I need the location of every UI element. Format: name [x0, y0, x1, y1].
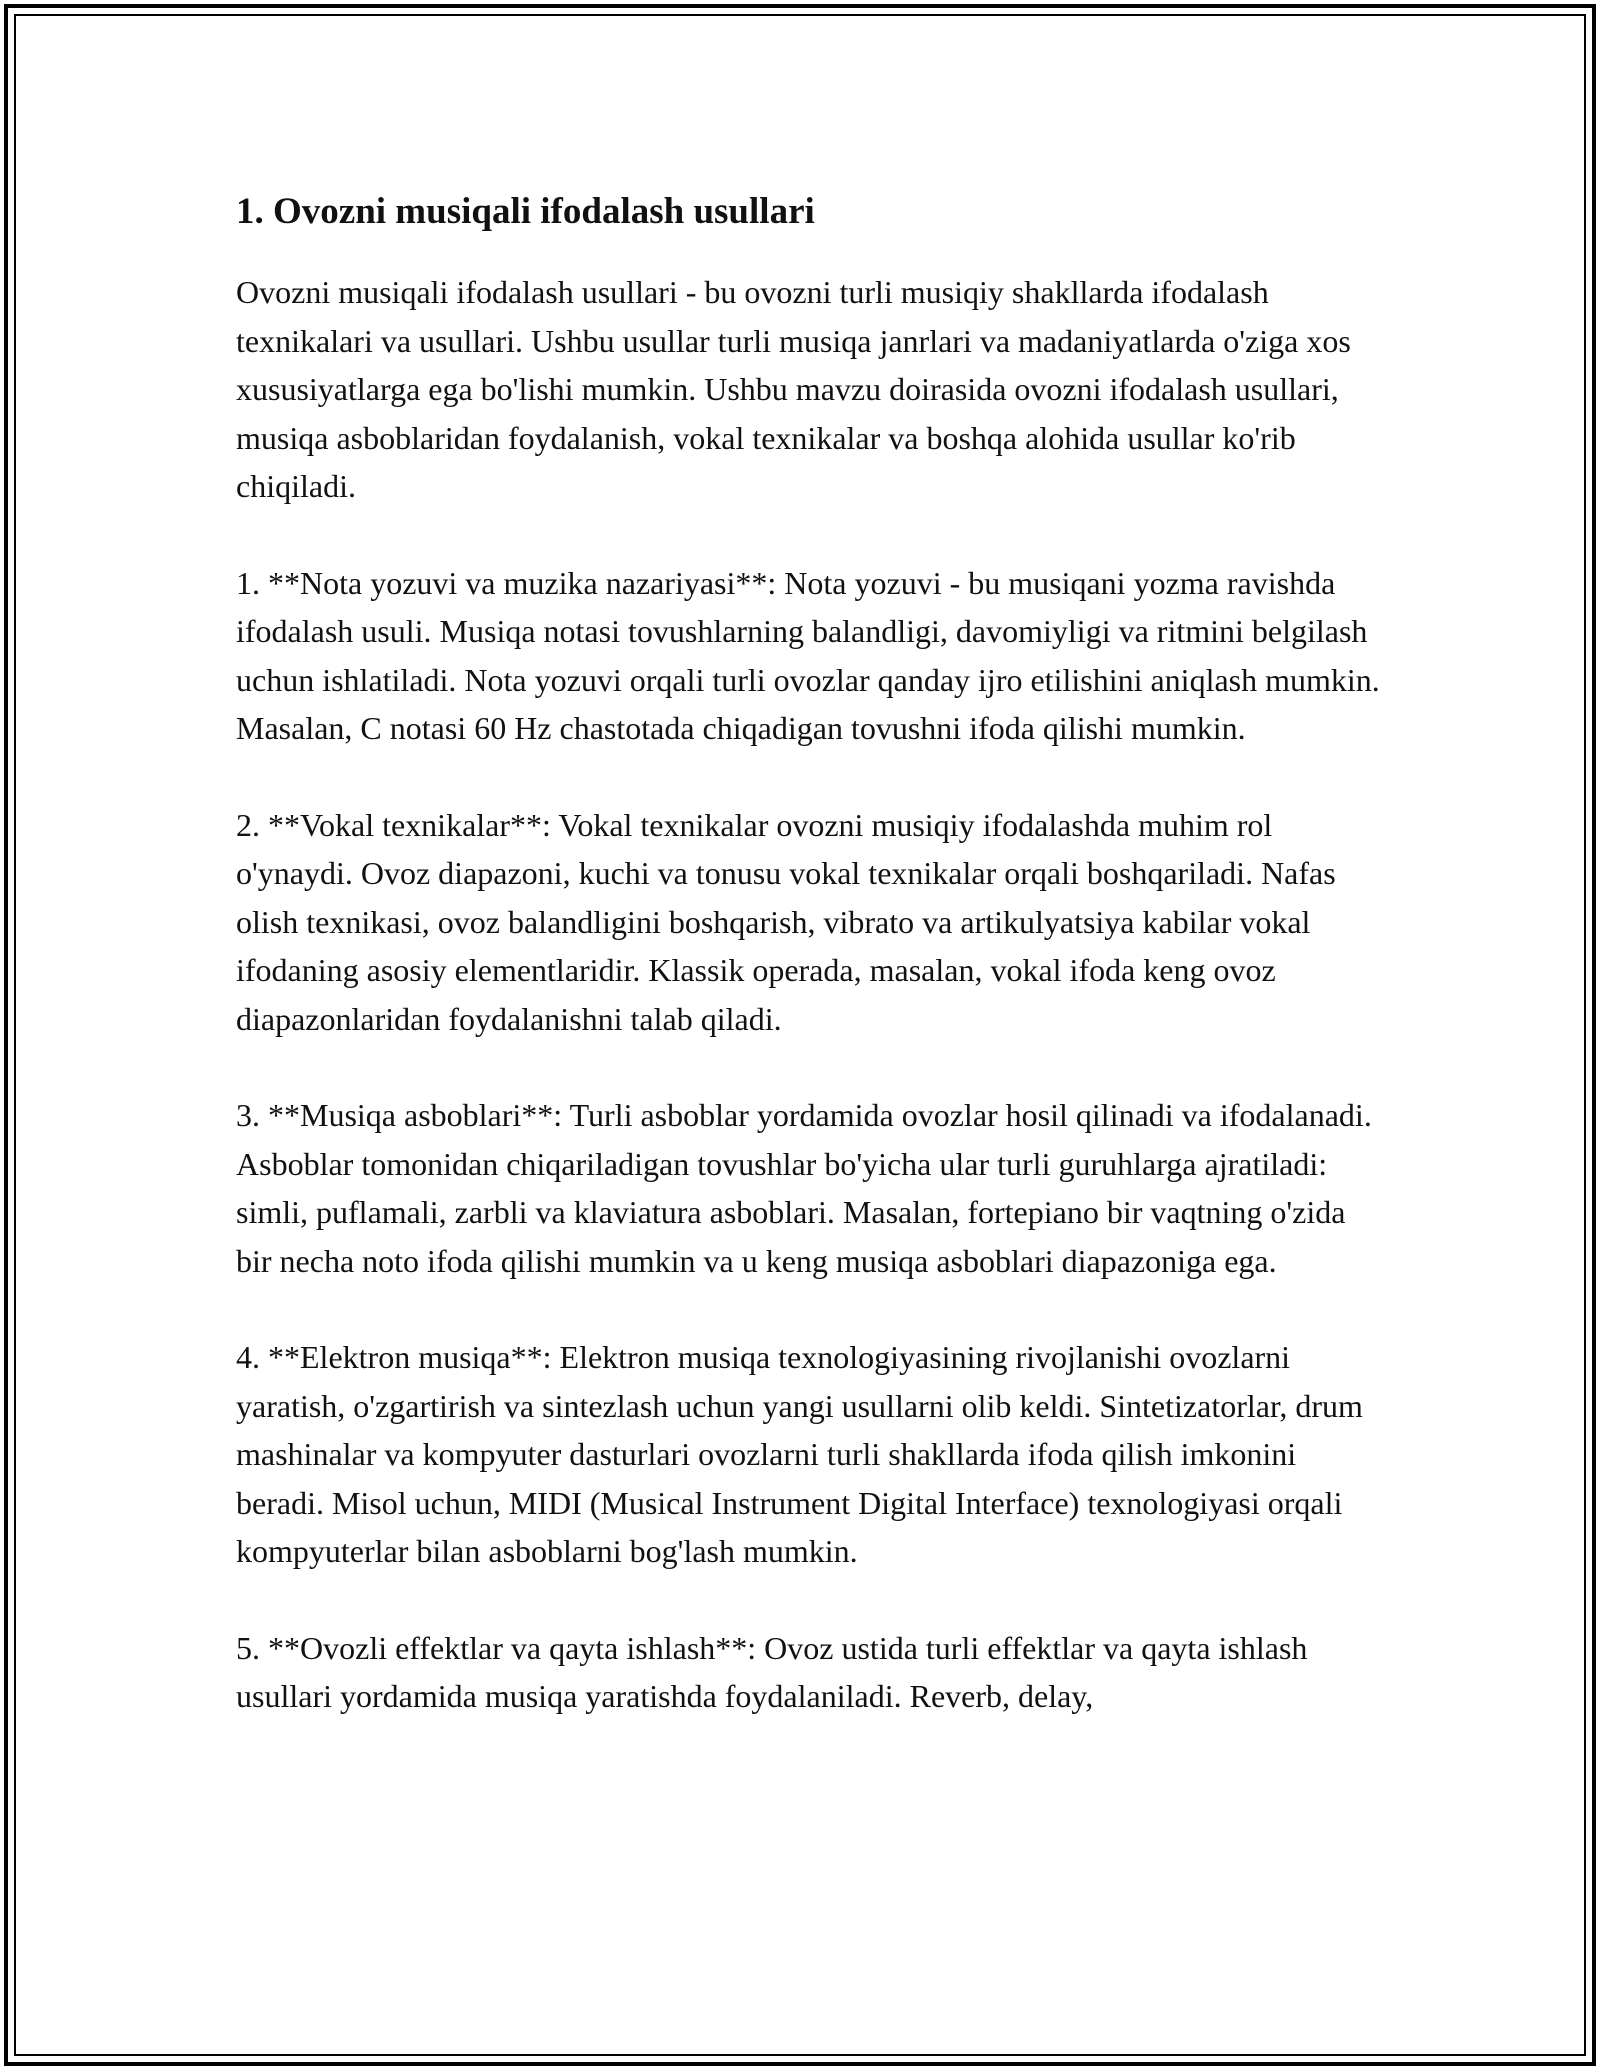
paragraph-ovozli-effektlar: 5. **Ovozli effektlar va qayta ishlash**: Ovoz ustida turli effektlar va qayta ishlash usullari yordamida musiqa yaratishda foydalaniladi. Reverb, delay, [236, 1629, 1308, 1714]
document-body [236, 186, 1386, 1769]
paragraph-vokal-texnikalar: 2. **Vokal texnikalar**: Vokal texnikalar ovozni musiqiy ifodalashda muhim rol o'ynaydi. Ovoz diapazoni, kuchi va tonusu vokal texnikalar orqali boshqariladi. Nafas olish texnikasi, ovoz balandligini boshqarish, vibrato va artikulyatsiya kabilar vokal ifodaning asosiy elementlaridir. Klassik operada, masalan, vokal ifoda keng ovoz diapazonlaridan foydalanishni talab qiladi. [236, 806, 1336, 1037]
intro-paragraph: Ovozni musiqali ifodalash usullari - bu ovozni turli musiqiy shakllarda ifodalash texnikalari va usullari. Ushbu usullar turli musiqa janrlari va madaniyatlarda o'ziga xos xususiyatlarga ega bo'lishi mumkin. Ushbu mavzu doirasida ovozni ifodalash usullari, musiqa asboblaridan foydalanish, vokal texnikalar va boshqa alohida usullar ko'rib chiqiladi. [236, 274, 1351, 504]
paragraph-elektron-musiqa: 4. **Elektron musiqa**: Elektron musiqa texnologiyasining rivojlanishi ovozlarni yaratish, o'zgartirish va sintezlash uchun yangi usullarni olib keldi. Sintetizatorlar, drum mashinalar va kompyuter dasturlari ovozlarni turli shakllarda ifoda qilish imkonini beradi. Misol uchun, MIDI (Musical Instrument Digital Interface) texnologiyasi orqali kompyuterlar bilan asboblarni bog'lash mumkin. [236, 1339, 1363, 1569]
paragraph-nota-yozuvi: 1. **Nota yozuvi va muzika nazariyasi**: Nota yozuvi - bu musiqani yozma ravishda ifodalash usuli. Musiqa notasi tovushlarning balandligi, davomiyligi va ritmini belgilash uchun ishlatiladi. Nota yozuvi orqali turli ovozlar qanday ijro etilishini aniqlash mumkin. Masalan, C notasi 60 Hz chastotada chiqadigan tovushni ifoda qilishi mumkin. [236, 564, 1380, 746]
paragraph-musiqa-asboblari: 3. **Musiqa asboblari**: Turli asboblar yordamida ovozlar hosil qilinadi va ifodalanadi. Asboblar tomonidan chiqariladigan tovushlar bo'yicha ular turli guruhlarga ajratiladi: simli, puflamali, zarbli va klaviatura asboblari. Masalan, fortepiano bir vaqtning o'zida bir necha noto ifoda qilishi mumkin va u keng musiqa asboblari diapazoniga ega. [236, 1097, 1372, 1279]
section-title: 1. Ovozni musiqali ifodalash usullari [236, 191, 815, 232]
